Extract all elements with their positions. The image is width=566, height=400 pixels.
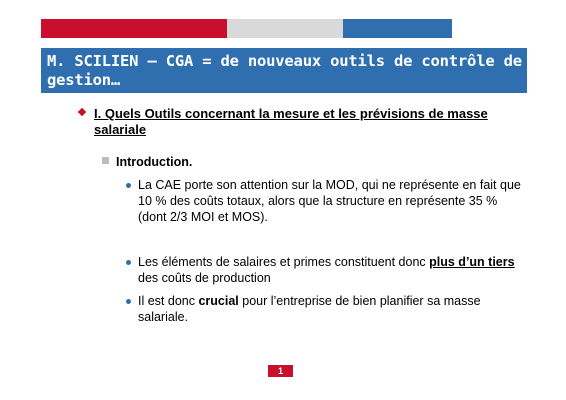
bullet-text [138, 293, 523, 325]
bullet-text-part: Les éléments de salaires et primes constituent donc [138, 255, 430, 269]
decor-bar-gray [227, 19, 343, 38]
diamond-bullet-icon [78, 108, 86, 116]
decor-bar-blue [343, 19, 452, 38]
page-number-badge: 1 [268, 365, 293, 377]
bullet-emphasis: crucial [198, 294, 239, 308]
dot-bullet-icon [126, 260, 131, 265]
square-bullet-icon [102, 157, 109, 164]
dot-bullet-icon [126, 183, 131, 188]
bullet-text-part: Il est donc [138, 294, 199, 308]
bullet-text-part: des coûts de production [138, 271, 271, 285]
dot-bullet-icon [126, 299, 131, 304]
decor-bar-red [41, 19, 227, 38]
bullet-text-part: pour l’entreprise de bien planifier sa masse salariale. [138, 294, 481, 324]
subsection-text: Introduction. [116, 155, 193, 169]
section-heading-text: I. Quels Outils concernant la mesure et les prévisions de masse salariale [94, 106, 488, 137]
bullet-text [138, 254, 523, 286]
bullet-emphasis: plus d’un tiers [429, 255, 515, 269]
slide-title: M. SCILIEN – CGA = de nouveaux outils de contrôle de gestion… [41, 48, 527, 93]
bullet-text: La CAE porte son attention sur la MOD, qui ne représente en fait que 10 % des coûts totaux, alors que la structure en représente 35 % (dont 2/3 MOI et MOS). [138, 178, 521, 224]
